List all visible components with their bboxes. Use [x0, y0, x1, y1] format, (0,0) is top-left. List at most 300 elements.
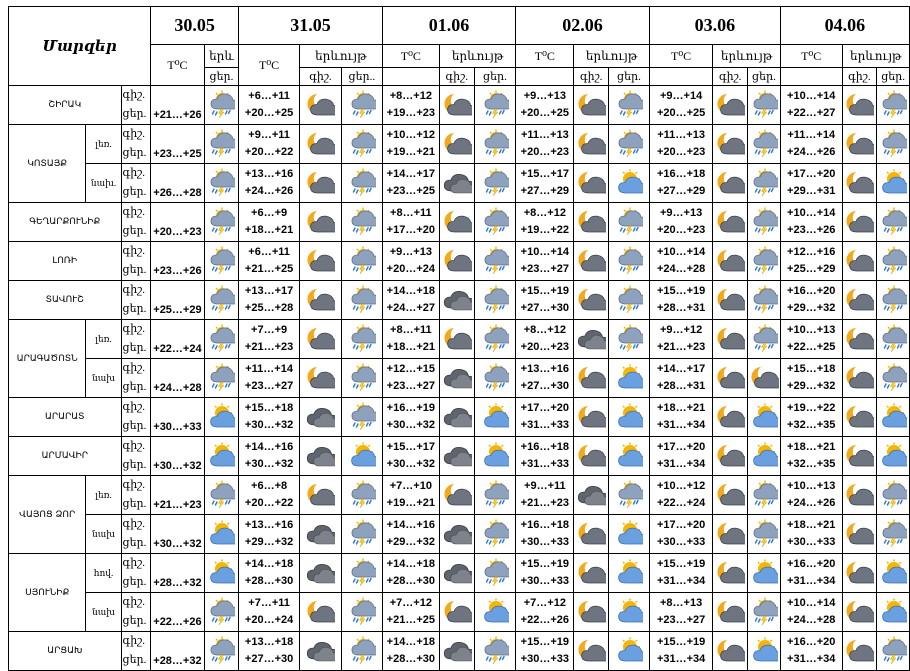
day-temperature: +21…+26 — [151, 86, 205, 125]
temperature-range — [239, 125, 300, 164]
night-temperature: +9…+14 — [660, 90, 703, 102]
storm-sun-icon — [204, 164, 238, 203]
storm-sun-icon — [877, 242, 910, 281]
temperature-range — [516, 437, 574, 476]
night-temperature: +9…+11 — [524, 480, 566, 492]
day-subheader: ցեր. — [609, 68, 650, 86]
storm-sun-icon — [877, 86, 910, 125]
region-name: ԿՈՏԱՅՔ — [9, 125, 86, 203]
sun-cloud-icon — [204, 554, 238, 593]
dark-cloud-icon — [574, 320, 609, 359]
temperature-range — [780, 320, 842, 359]
night-day-labels — [121, 593, 151, 632]
storm-sun-icon — [474, 632, 516, 671]
day-temperature: +31…+34 — [787, 575, 836, 587]
night-temperature: +16…+18 — [656, 168, 706, 180]
moon-cloud-icon — [713, 515, 748, 554]
day-label: ցեր. — [122, 264, 147, 276]
table-row — [9, 320, 910, 359]
temperature-range — [516, 203, 574, 242]
table-row — [9, 554, 910, 593]
temperature-range — [382, 86, 439, 125]
moon-cloud-icon — [300, 359, 342, 398]
night-day-labels — [121, 125, 151, 164]
day-temperature: +24…+28 — [787, 614, 836, 626]
temperature-range — [382, 164, 439, 203]
sun-cloud-icon — [748, 554, 781, 593]
night-temperature: +11…+13 — [520, 129, 569, 141]
night-day-labels — [121, 203, 151, 242]
moon-cloud-icon — [300, 86, 342, 125]
night-temperature: +15…+19 — [520, 558, 569, 570]
temperature-range — [780, 515, 842, 554]
storm-sun-icon — [204, 242, 238, 281]
temperature-range — [649, 320, 713, 359]
sun-cloud-icon — [877, 593, 910, 632]
storm-sun-icon — [474, 242, 516, 281]
storm-sun-icon — [877, 203, 910, 242]
sun-cloud-icon — [474, 398, 516, 437]
sun-cloud-icon — [877, 437, 910, 476]
night-temperature: +15…+18 — [244, 402, 294, 414]
night-temperature: +17…+20 — [656, 519, 706, 531]
temperature-header: T⁰C — [649, 45, 713, 68]
day-temperature: +22…+26 — [520, 614, 569, 626]
temperature-range — [239, 281, 300, 320]
day-temperature: +27…+29 — [520, 185, 569, 197]
night-temperature: +14…+16 — [386, 519, 435, 531]
day-temperature: +28…+31 — [656, 380, 706, 392]
temperature-range — [382, 398, 439, 437]
night-temperature: +12…+16 — [787, 246, 836, 258]
moon-cloud-icon — [842, 632, 877, 671]
day-label: ցեր. — [122, 381, 147, 393]
moon-cloud-icon — [439, 593, 474, 632]
day-temperature: +24…+27 — [386, 302, 435, 314]
day-temperature: +29…+32 — [386, 536, 435, 548]
storm-sun-icon — [204, 476, 238, 515]
storm-sun-icon — [341, 320, 382, 359]
table-row — [9, 437, 910, 476]
night-temperature: +10…+14 — [787, 90, 836, 102]
moon-cloud-icon — [574, 515, 609, 554]
day-label: ցեր. — [122, 303, 147, 315]
night-label: գիշ. — [122, 362, 145, 374]
storm-sun-icon — [204, 632, 238, 671]
night-label: գիշ. — [122, 128, 145, 140]
phenomenon-header: երևույթ — [300, 45, 383, 68]
night-temperature: +12…+15 — [386, 363, 435, 375]
storm-sun-icon — [341, 86, 382, 125]
day-temperature: +31…+33 — [520, 458, 569, 470]
temperature-range — [780, 437, 842, 476]
moon-cloud-icon — [842, 320, 877, 359]
temperature-range — [239, 320, 300, 359]
day-temperature: +31…+34 — [656, 575, 706, 587]
day-temperature: +23…+26 — [787, 224, 836, 236]
night-temperature: +10…+14 — [656, 246, 706, 258]
table-row — [9, 515, 910, 554]
storm-sun-icon — [609, 242, 650, 281]
night-temperature: +16…+20 — [787, 285, 836, 297]
temperature-range — [516, 593, 574, 632]
moon-cloud-icon — [574, 437, 609, 476]
moon-cloud-icon — [842, 281, 877, 320]
sun-cloud-icon — [609, 398, 650, 437]
day-label: ցեր. — [122, 498, 147, 510]
temperature-range — [780, 632, 842, 671]
night-subheader: գիշ. — [300, 68, 342, 86]
day-label: ցեր. — [122, 576, 147, 588]
day-temperature: +21…+25 — [386, 614, 435, 626]
night-temperature: +10…+13 — [787, 324, 836, 336]
night-label: գիշ. — [122, 518, 145, 530]
night-temperature: +15…+19 — [656, 285, 706, 297]
sun-cloud-icon — [748, 398, 781, 437]
moon-cloud-icon — [300, 281, 342, 320]
night-temperature: +14…+18 — [244, 558, 294, 570]
night-temperature: +13…+17 — [244, 285, 294, 297]
temperature-range — [649, 632, 713, 671]
night-day-labels — [121, 320, 151, 359]
night-temperature: +7…+12 — [389, 597, 432, 609]
moon-cloud-icon — [713, 398, 748, 437]
day-temperature: +23…+27 — [386, 380, 435, 392]
night-day-labels — [121, 437, 151, 476]
date-header: 30.05 — [151, 7, 239, 45]
day-label: ցեր. — [122, 108, 147, 120]
night-temperature: +18…+21 — [787, 441, 836, 453]
day-label: ցեր. — [122, 225, 147, 237]
night-temperature: +7…+11 — [248, 597, 290, 609]
night-day-labels — [121, 86, 151, 125]
moon-cloud-icon — [574, 203, 609, 242]
day-label: ցեր. — [122, 459, 147, 471]
moon-cloud-icon — [300, 125, 342, 164]
temperature-subheader-blank — [382, 68, 439, 86]
night-temperature: +16…+18 — [520, 519, 569, 531]
night-temperature: +8…+12 — [389, 90, 432, 102]
day-temperature: +19…+22 — [520, 224, 569, 236]
day-temperature: +27…+29 — [656, 185, 706, 197]
night-temperature: +18…+21 — [656, 402, 706, 414]
day-temperature: +24…+26 — [787, 146, 836, 158]
night-day-labels — [121, 632, 151, 671]
date-header: 02.06 — [516, 7, 650, 45]
day-temperature: +30…+33 — [787, 536, 836, 548]
day-temperature: +20…+23 — [520, 146, 569, 158]
moon-cloud-icon — [439, 320, 474, 359]
temperature-range — [649, 125, 713, 164]
temperature-range — [649, 398, 713, 437]
day-temperature: +22…+27 — [787, 107, 836, 119]
night-temperature: +16…+20 — [787, 558, 836, 570]
night-temperature: +9…+13 — [523, 90, 566, 102]
moon-cloud-icon — [574, 164, 609, 203]
storm-sun-icon — [877, 476, 910, 515]
zone-label: նախ. — [86, 164, 121, 203]
sun-cloud-icon — [877, 398, 910, 437]
temperature-range — [649, 476, 713, 515]
storm-sun-icon — [748, 164, 781, 203]
storm-sun-icon — [609, 86, 650, 125]
zone-label: նախ — [86, 593, 121, 632]
storm-sun-icon — [204, 203, 238, 242]
storm-sun-icon — [341, 476, 382, 515]
day-temperature: +30…+33 — [151, 398, 205, 437]
table-row — [9, 593, 910, 632]
moon-cloud-icon — [574, 632, 609, 671]
temperature-range — [239, 515, 300, 554]
storm-sun-icon — [748, 86, 781, 125]
sun-cloud-icon — [609, 593, 650, 632]
night-temperature: +8…+12 — [523, 324, 566, 336]
night-temperature: +8…+11 — [390, 207, 432, 219]
storm-sun-icon — [877, 320, 910, 359]
temperature-range — [382, 554, 439, 593]
day-temperature: +20…+23 — [520, 341, 569, 353]
moon-cloud-icon — [574, 86, 609, 125]
day-temperature: +20…+25 — [656, 107, 706, 119]
day-label: ցեր. — [122, 420, 147, 432]
day-temperature: +22…+25 — [787, 341, 836, 353]
temperature-range — [649, 203, 713, 242]
storm-sun-icon — [474, 515, 516, 554]
night-temperature: +6…+11 — [248, 90, 290, 102]
day-temperature: +24…+26 — [244, 185, 294, 197]
night-temperature: +11…+13 — [657, 129, 705, 141]
moon-cloud-icon — [842, 476, 877, 515]
day-subheader: ցեր. — [204, 68, 238, 86]
night-day-labels — [121, 359, 151, 398]
storm-sun-icon — [341, 242, 382, 281]
day-temperature: +31…+34 — [656, 419, 706, 431]
night-day-labels — [121, 476, 151, 515]
night-label: գիշ. — [122, 206, 145, 218]
moon-cloud-icon — [439, 125, 474, 164]
temperature-range — [239, 632, 300, 671]
moon-cloud-icon — [574, 242, 609, 281]
storm-sun-icon — [748, 320, 781, 359]
temperature-range — [382, 125, 439, 164]
moon-cloud-icon — [713, 320, 748, 359]
day-subheader: ցեր. — [748, 68, 781, 86]
temperature-range — [382, 593, 439, 632]
moon-cloud-icon — [713, 125, 748, 164]
temperature-range — [780, 125, 842, 164]
temperature-range — [516, 320, 574, 359]
night-temperature: +15…+19 — [656, 558, 706, 570]
temperature-subheader-blank — [649, 68, 713, 86]
night-temperature: +9…+12 — [660, 324, 703, 336]
moon-cloud-icon — [713, 476, 748, 515]
storm-sun-icon — [341, 164, 382, 203]
temperature-header: T⁰C — [239, 45, 300, 86]
temperature-range — [516, 515, 574, 554]
night-temperature: +8…+13 — [660, 597, 703, 609]
storm-sun-icon — [341, 398, 382, 437]
night-label: գիշ. — [122, 557, 145, 569]
day-temperature: +24…+28 — [151, 359, 205, 398]
day-temperature: +23…+27 — [244, 380, 294, 392]
night-temperature: +6…+11 — [248, 246, 290, 258]
temperature-range — [649, 554, 713, 593]
temperature-range — [239, 554, 300, 593]
temperature-range — [239, 398, 300, 437]
night-temperature: +15…+18 — [787, 363, 836, 375]
temperature-range — [516, 554, 574, 593]
dark-cloud-icon — [300, 398, 342, 437]
night-temperature: +10…+14 — [520, 246, 569, 258]
temperature-range — [239, 437, 300, 476]
region-name: ՇԻՐԱԿ — [9, 86, 122, 125]
temperature-header: T⁰C — [382, 45, 439, 68]
temperature-range — [649, 593, 713, 632]
day-temperature: +30…+32 — [151, 515, 205, 554]
night-temperature: +13…+18 — [244, 636, 294, 648]
night-temperature: +15…+19 — [656, 636, 706, 648]
day-temperature: +20…+22 — [244, 146, 294, 158]
temperature-range — [516, 359, 574, 398]
table-row — [9, 359, 910, 398]
region-name: ԱՐՑԱԽ — [9, 632, 122, 671]
dark-cloud-icon — [439, 554, 474, 593]
day-temperature: +29…+32 — [787, 380, 836, 392]
temperature-range — [649, 86, 713, 125]
moon-cloud-icon — [713, 632, 748, 671]
storm-sun-icon — [474, 281, 516, 320]
date-header: 03.06 — [649, 7, 780, 45]
temperature-range — [780, 593, 842, 632]
temperature-range — [780, 554, 842, 593]
temperature-range — [239, 164, 300, 203]
moon-cloud-icon — [300, 242, 342, 281]
night-temperature: +13…+16 — [244, 519, 294, 531]
night-temperature: +8…+12 — [523, 207, 566, 219]
day-temperature: +30…+33 — [656, 536, 706, 548]
sun-cloud-icon — [204, 437, 238, 476]
temperature-range — [780, 86, 842, 125]
moon-cloud-icon — [574, 359, 609, 398]
storm-sun-icon — [748, 515, 781, 554]
moon-cloud-icon — [842, 554, 877, 593]
moon-cloud-icon — [842, 593, 877, 632]
night-label: գիշ. — [122, 89, 145, 101]
storm-sun-icon — [474, 125, 516, 164]
day-temperature: +25…+28 — [244, 302, 294, 314]
night-temperature: +10…+14 — [787, 207, 836, 219]
night-day-labels — [121, 515, 151, 554]
moon-cloud-icon — [574, 281, 609, 320]
night-temperature: +14…+18 — [386, 285, 435, 297]
date-header: 31.05 — [239, 7, 383, 45]
night-temperature: +14…+18 — [386, 636, 435, 648]
night-subheader: գիշ. — [574, 68, 609, 86]
temperature-range — [239, 359, 300, 398]
moon-cloud-icon — [439, 476, 474, 515]
moon-cloud-icon — [842, 398, 877, 437]
day-temperature: +27…+30 — [520, 380, 569, 392]
day-temperature: +31…+34 — [787, 653, 836, 665]
temperature-range — [382, 437, 439, 476]
sun-cloud-icon — [204, 398, 238, 437]
storm-sun-icon — [609, 125, 650, 164]
sun-cloud-icon — [748, 632, 781, 671]
night-day-labels — [121, 164, 151, 203]
day-temperature: +25…+29 — [151, 281, 205, 320]
night-temperature: +11…+14 — [245, 363, 293, 375]
night-label: գիշ. — [122, 479, 145, 491]
phenomenon-header: երև — [204, 45, 238, 68]
sun-cloud-icon — [609, 515, 650, 554]
temperature-range — [649, 281, 713, 320]
storm-sun-icon — [748, 203, 781, 242]
day-temperature: +28…+30 — [386, 653, 435, 665]
zone-label: հով. — [86, 554, 121, 593]
day-temperature: +21…+23 — [520, 497, 569, 509]
night-temperature: +17…+20 — [520, 402, 569, 414]
temperature-range — [382, 320, 439, 359]
dark-cloud-icon — [300, 632, 342, 671]
day-temperature: +30…+32 — [244, 458, 294, 470]
temperature-range — [516, 164, 574, 203]
storm-sun-icon — [204, 125, 238, 164]
temperature-header: T⁰C — [780, 45, 842, 68]
dark-cloud-icon — [439, 281, 474, 320]
sun-cloud-icon — [609, 164, 650, 203]
night-temperature: +14…+16 — [244, 441, 294, 453]
night-temperature: +13…+16 — [244, 168, 294, 180]
storm-sun-icon — [341, 554, 382, 593]
night-temperature: +9…+13 — [389, 246, 432, 258]
phenomenon-header: երևույթ — [439, 45, 515, 68]
night-temperature: +10…+12 — [656, 480, 706, 492]
day-temperature: +31…+34 — [656, 458, 706, 470]
day-temperature: +31…+34 — [656, 653, 706, 665]
night-temperature: +19…+22 — [787, 402, 836, 414]
temperature-range — [382, 476, 439, 515]
moon-cloud-icon — [713, 281, 748, 320]
dark-cloud-icon — [300, 515, 342, 554]
storm-sun-icon — [748, 125, 781, 164]
table-row — [9, 632, 910, 671]
night-temperature: +7…+9 — [251, 324, 288, 336]
sun-cloud-icon — [877, 164, 910, 203]
temperature-header: T⁰C — [151, 45, 205, 86]
day-temperature: +32…+35 — [787, 419, 836, 431]
temperature-range — [239, 593, 300, 632]
sun-cloud-icon — [609, 359, 650, 398]
dark-cloud-icon — [439, 515, 474, 554]
dark-cloud-icon — [439, 359, 474, 398]
day-temperature: +20…+23 — [151, 203, 205, 242]
night-temperature: +7…+12 — [523, 597, 566, 609]
day-temperature: +30…+33 — [520, 575, 569, 587]
sun-cloud-icon — [748, 437, 781, 476]
temperature-range — [239, 242, 300, 281]
dark-cloud-icon — [439, 398, 474, 437]
day-temperature: +30…+32 — [386, 419, 435, 431]
night-temperature: +16…+20 — [787, 636, 836, 648]
night-day-labels — [121, 554, 151, 593]
storm-sun-icon — [474, 554, 516, 593]
day-temperature: +24…+26 — [787, 497, 836, 509]
night-temperature: +15…+17 — [520, 168, 569, 180]
storm-sun-icon — [341, 125, 382, 164]
day-temperature: +28…+30 — [244, 575, 294, 587]
day-temperature: +24…+28 — [656, 263, 706, 275]
storm-sun-icon — [609, 320, 650, 359]
